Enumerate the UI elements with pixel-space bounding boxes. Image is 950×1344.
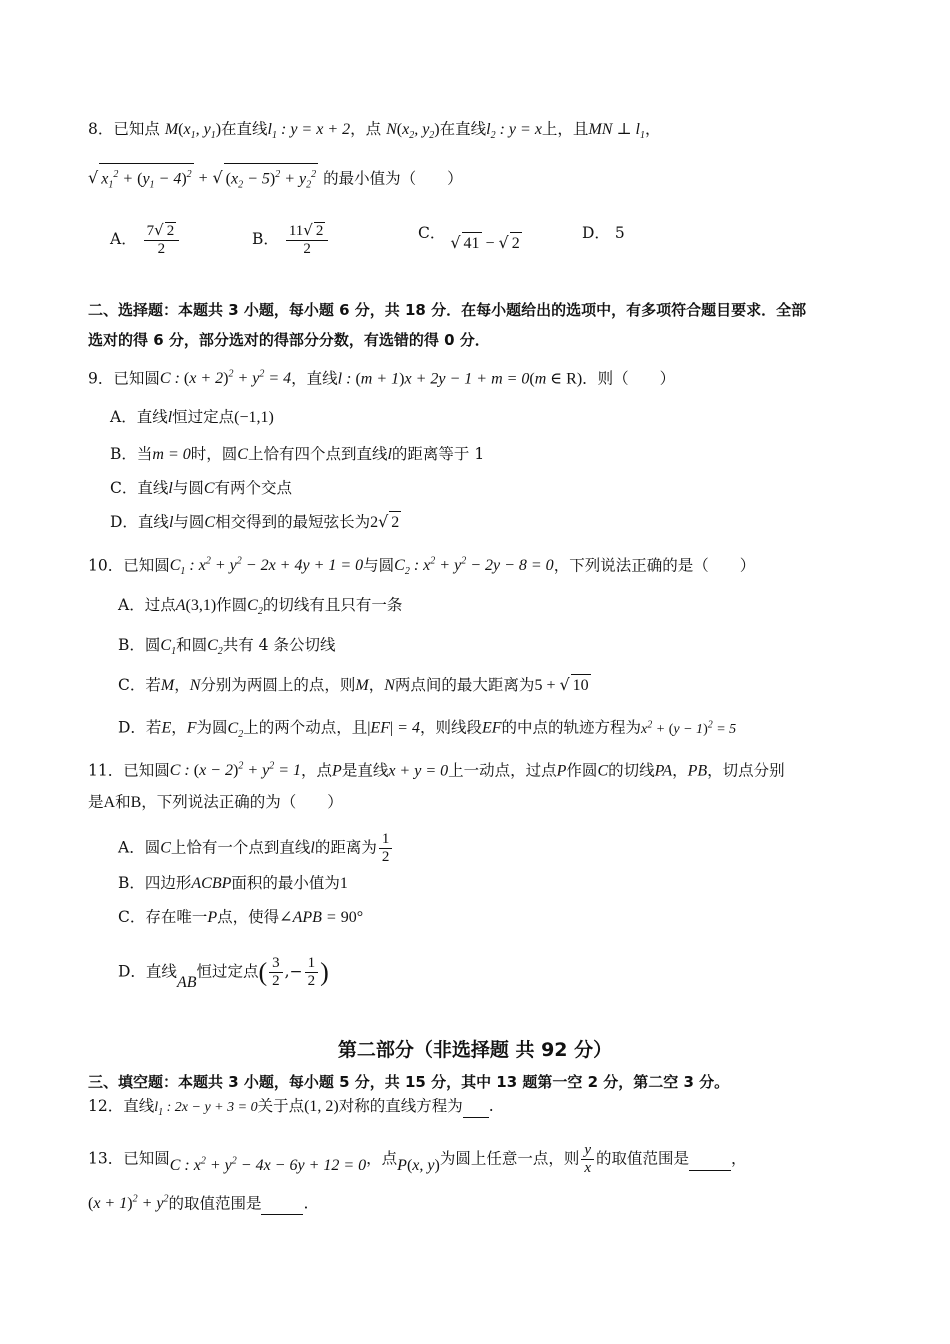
q13-answer-blank-2[interactable] bbox=[261, 1192, 303, 1215]
q8-option-c: C． √ 41 − √ 2 bbox=[418, 222, 522, 245]
q8-expression: √ $x_1^2 + (y_1 - 4)^2$ + √ $(x_2 - 5)^2 + y_2^2$ bbox=[88, 170, 318, 187]
q8-b-fraction: $\frac{11√ 2}{2}$ bbox=[286, 222, 329, 258]
q11-circle: C : $(x - 2)^2 + y^2 = 1$ bbox=[169, 761, 302, 780]
point-m: $M(x_1$, $y_1$) bbox=[164, 121, 222, 142]
q9-option-b: B．当m = 0时，圆C上恰有四个点到直线l的距离等于 1 bbox=[110, 445, 485, 463]
q10-option-d: D．若E，F为圆$C_2$上的两个动点，且|EF| = 4，则线段EF的中点的轨迹方程为$x^2 + (y - 1)^2 = 5$ bbox=[118, 718, 737, 740]
q11-option-b: B．四边形ACBP面积的最小值为1 bbox=[118, 874, 348, 892]
q8-line2: √ $x_1^2 + (y_1 - 4)^2$ + √ $(x_2 - 5)^2 + y_2^2$ 的最小值为（ ） bbox=[88, 163, 463, 197]
q13-stem-line1: 13．已知圆C : $x^2 + y^2 - 4x - 6y + 12 = 0$，点P(x, y)为圆上任意一点，则 $\frac{y}{x}$ 的取值范围是 ， bbox=[88, 1142, 747, 1176]
q8-line1: 8．已知点 $M(x_1$, $y_1$)在直线$l_1$ : y = x + 2，点 $N(x_2$, $y_2$)在直线$l_2$ : y = x上，且MN ⊥ $l_1$， bbox=[88, 120, 661, 142]
section2-line2: 选对的得 6 分，部分选对的得部分分数，有选错的得 0 分． bbox=[88, 331, 490, 349]
q9-circle: C : $(x + 2)^2 + y^2 = 4$ bbox=[159, 369, 292, 388]
q10-option-b: B．圆$C_1$和圆$C_2$共有 4 条公切线 bbox=[118, 636, 336, 658]
q9-option-a: A．直线l恒过定点(−1,1) bbox=[110, 408, 274, 426]
mn-perp: MN ⊥ $l_1$ bbox=[588, 121, 645, 142]
q12-stem: 12．直线$l_1$ : 2x − y + 3 = 0关于点(1, 2)对称的直线方程为 . bbox=[88, 1097, 494, 1118]
q9-stem: 9．已知圆C : $(x + 2)^2 + y^2 = 4$，直线l : (m + 1)x + 2y − 1 + m = 0(m ∈ R)．则（ ） bbox=[88, 369, 676, 388]
q8-c-value: √ 41 − √ 2 bbox=[450, 235, 521, 252]
part2-title: 第二部分（非选择题 共 92 分） bbox=[337, 1039, 613, 1061]
line-l1: $l_1$ : y = x + 2 bbox=[267, 121, 351, 142]
q11-option-a: A．圆C上恰有一个点到直线l的距离为 $\frac{1}{2}$ bbox=[118, 831, 394, 866]
q13-stem-line2: $(x + 1)^2 + y^2$的取值范围是 . bbox=[88, 1189, 308, 1215]
line-l2: $l_2$ : y = x bbox=[486, 121, 542, 142]
q8-a-fraction: $\frac{7√ 2}{2}$ bbox=[144, 222, 180, 258]
q10-circle-c2: $C_2$ : $x^2 + y^2 - 2y - 8 = 0$ bbox=[394, 556, 554, 578]
q11-stem-line1: 11．已知圆C : $(x - 2)^2 + y^2 = 1$，点P是直线x + y = 0上一动点，过点P作圆C的切线PA，PB，切点分别 bbox=[88, 761, 785, 780]
q11-option-d: D．直线AB恒过定点( $\frac{3}{2}$ ,− $\frac{1}{2}$ ) bbox=[118, 955, 329, 991]
q10-option-c: C．若M，N分别为两圆上的点，则M，N两点间的最大距离为5 + √ 10 bbox=[118, 674, 591, 697]
q8-option-a: A． $\frac{7√ 2}{2}$ bbox=[110, 222, 181, 258]
section2-line1: 二、选择题：本题共 3 小题，每小题 6 分，共 18 分．在每小题给出的选项中，有多项符合题目要求．全部 bbox=[88, 301, 807, 319]
q10-option-a: A．过点A(3,1)作圆$C_2$的切线有且只有一条 bbox=[118, 596, 403, 618]
q9-option-c: C．直线l与圆C有两个交点 bbox=[110, 479, 293, 497]
q8-number: 8． bbox=[88, 120, 114, 138]
section3-header: 三、填空题：本题共 3 小题，每小题 5 分，共 15 分，其中 13 题第一空 2 分，第二空 3 分。 bbox=[88, 1073, 730, 1091]
q12-answer-blank[interactable] bbox=[463, 1095, 489, 1118]
q8-option-d: D． 5 bbox=[582, 224, 625, 242]
q13-answer-blank-1[interactable] bbox=[689, 1148, 731, 1171]
q11-option-c: C．存在唯一P点，使得∠APB = 90° bbox=[118, 908, 364, 926]
q9-line: l : (m + 1)x + 2y − 1 + m = 0(m ∈ R) bbox=[337, 370, 583, 388]
q10-circle-c1: $C_1$ : $x^2 + y^2 - 2x + 4y + 1 = 0$ bbox=[169, 556, 364, 578]
q10-stem: 10．已知圆$C_1$ : $x^2 + y^2 - 2x + 4y + 1 = 0$与圆$C_2$ : $x^2 + y^2 - 2y - 8 = 0$，下列说法正确的是（ ） bbox=[88, 556, 756, 578]
q8-option-b: B． $\frac{11√ 2}{2}$ bbox=[252, 222, 330, 258]
point-n: $N(x_2$, $y_2$) bbox=[386, 121, 440, 142]
q9-option-d: D．直线l与圆C相交得到的最短弦长为2√ 2 bbox=[110, 511, 401, 534]
q11-stem-line2: 是A和B，下列说法正确的为（ ） bbox=[88, 793, 343, 811]
